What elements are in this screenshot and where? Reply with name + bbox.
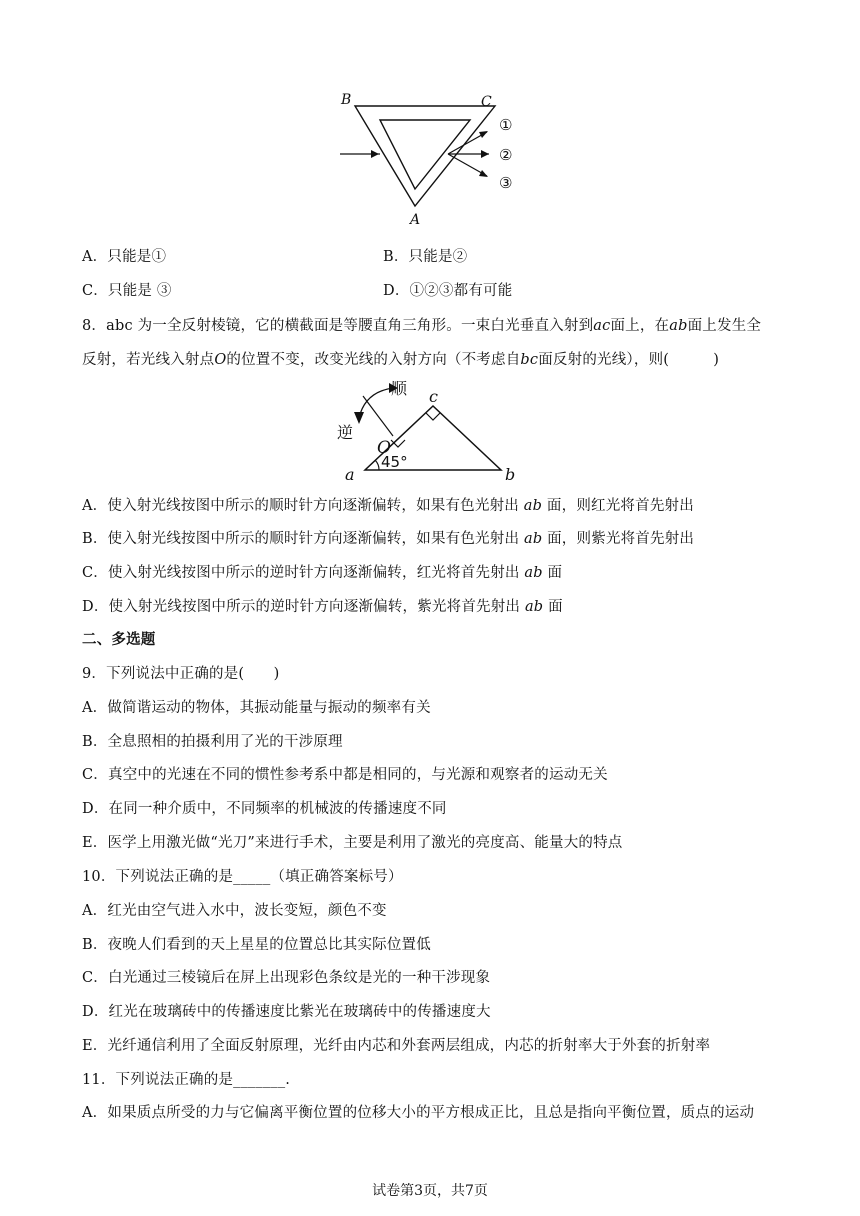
q8-face-ac: ac: [593, 318, 611, 334]
q9-option-e: E．医学上用激光做“光刀”来进行手术，主要是利用了激光的亮度高、能量大的特点: [82, 835, 623, 851]
q8-stem-text: 8．abc 为一全反射棱镜，它的横截面是等腰直角三角形。一束白光垂直入射到: [82, 318, 594, 334]
q8-option-a: [82, 496, 694, 516]
q10-option-a: A．红光由空气进入水中，波长变短，颜色不变: [82, 903, 387, 919]
q9-option-b: B．全息照相的拍摄利用了光的干涉原理: [82, 734, 343, 750]
q10-option-e: E．光纤通信利用了全面反射原理，光纤由内芯和外套两层组成，内芯的折射率大于外套的折射率: [82, 1038, 711, 1054]
q10-option-c: C．白光通过三棱镜后在屏上出现彩色条纹是光的一种干涉现象: [82, 970, 491, 986]
label-ni: 逆: [337, 423, 354, 442]
ray-label-1: ①: [499, 116, 513, 134]
q8-stem-text: 面上，在: [610, 318, 670, 334]
q8-option-b: [82, 529, 694, 549]
page-footer: 试卷第3页，共7页: [372, 1183, 488, 1199]
q8-stem-text: 反射，若光线入射点: [82, 352, 215, 368]
q8-option-text: 面，则红光将首先射出: [546, 498, 694, 514]
q11-option-a: A．如果质点所受的力与它偏离平衡位置的位移大小的平方根成正比，且总是指向平衡位置，质点的运动: [82, 1105, 755, 1121]
q8-option-text: C．使入射光线按图中所示的逆时针方向逐渐偏转，红光将首先射出: [82, 565, 520, 581]
section-heading: 二、多选题: [82, 631, 156, 648]
q8-option-text: 面: [547, 565, 563, 581]
ray-1-arrow: [479, 131, 488, 138]
incident-arrow: [371, 150, 379, 158]
label-a: a: [345, 465, 355, 484]
label-c: c: [429, 387, 438, 406]
angle-arc: [375, 460, 379, 470]
q9-option-d: D．在同一种介质中，不同频率的机械波的传播速度不同: [82, 801, 447, 817]
q8-stem-text: 面上发生全: [687, 318, 762, 334]
ray-2-arrow: [481, 150, 489, 158]
q10-stem: 10．下列说法正确的是_____（填正确答案标号）: [82, 869, 403, 885]
label-angle: 45°: [381, 453, 408, 471]
q10-option-b: B．夜晚人们看到的天上星星的位置总比其实际位置低: [82, 937, 431, 953]
rotation-arrow-ni: [354, 412, 364, 424]
q8-option-text: B．使入射光线按图中所示的顺时针方向逐渐偏转，如果有色光射出: [82, 531, 520, 547]
q9-option-c: C．真空中的光速在不同的惯性参考系中都是相同的，与光源和观察者的运动无关: [82, 767, 608, 783]
q8-stem-text: 的位置不变，改变光线的入射方向（不考虑自: [226, 352, 521, 368]
q8-face-ab: ab: [523, 531, 543, 547]
q8-point-o: O: [214, 352, 227, 368]
ray-3-arrow: [479, 170, 488, 177]
q8-option-text: 面: [548, 599, 563, 615]
label-b: b: [505, 465, 516, 484]
q8-face-ab: ab: [523, 498, 543, 514]
ray-label-3: ③: [499, 174, 513, 192]
prism-figure: [335, 88, 535, 228]
label-b: B: [341, 92, 352, 108]
q10-option-d: D．红光在玻璃砖中的传播速度比紫光在玻璃砖中的传播速度大: [82, 1004, 491, 1020]
q8-face-ab: ab: [669, 318, 688, 334]
label-o: O: [377, 438, 391, 458]
q8-stem-text: 面反射的光线），则( ): [538, 352, 720, 368]
q7-option-b: B．只能是②: [383, 249, 468, 265]
q8-face-ab: ab: [524, 565, 543, 581]
q9-stem: 9．下列说法中正确的是( ): [82, 666, 280, 682]
q7-option-a: A．只能是①: [82, 249, 167, 265]
q11-stem: 11．下列说法正确的是_______.: [82, 1072, 291, 1088]
label-shun: 顺: [391, 379, 408, 398]
q9-option-a: A．做简谐运动的物体，其振动能量与振动的频率有关: [82, 700, 431, 716]
q8-option-text: A．使入射光线按图中所示的顺时针方向逐渐偏转，如果有色光射出: [82, 498, 519, 514]
q8-face-ab: ab: [524, 599, 544, 615]
incident-line: [363, 396, 393, 436]
q8-stem-line2: [82, 350, 719, 370]
q7-option-c: C．只能是 ③: [82, 283, 172, 299]
q8-option-d: [82, 597, 563, 617]
q8-option-text: D．使入射光线按图中所示的逆时针方向逐渐偏转，紫光将首先射出: [82, 599, 521, 615]
right-angle-mark-c: [426, 413, 440, 420]
q8-face-bc: bc: [520, 352, 539, 368]
q8-option-c: [82, 563, 562, 583]
right-prism-figure: [335, 378, 525, 486]
outer-triangle: [355, 106, 495, 206]
q8-stem-line1: [82, 316, 761, 336]
q7-option-d: D．①②③都有可能: [383, 283, 513, 299]
label-a: A: [410, 212, 421, 228]
label-c: C: [481, 94, 492, 110]
q8-option-text: 面，则紫光将首先射出: [547, 531, 695, 547]
ray-label-2: ②: [499, 146, 513, 164]
